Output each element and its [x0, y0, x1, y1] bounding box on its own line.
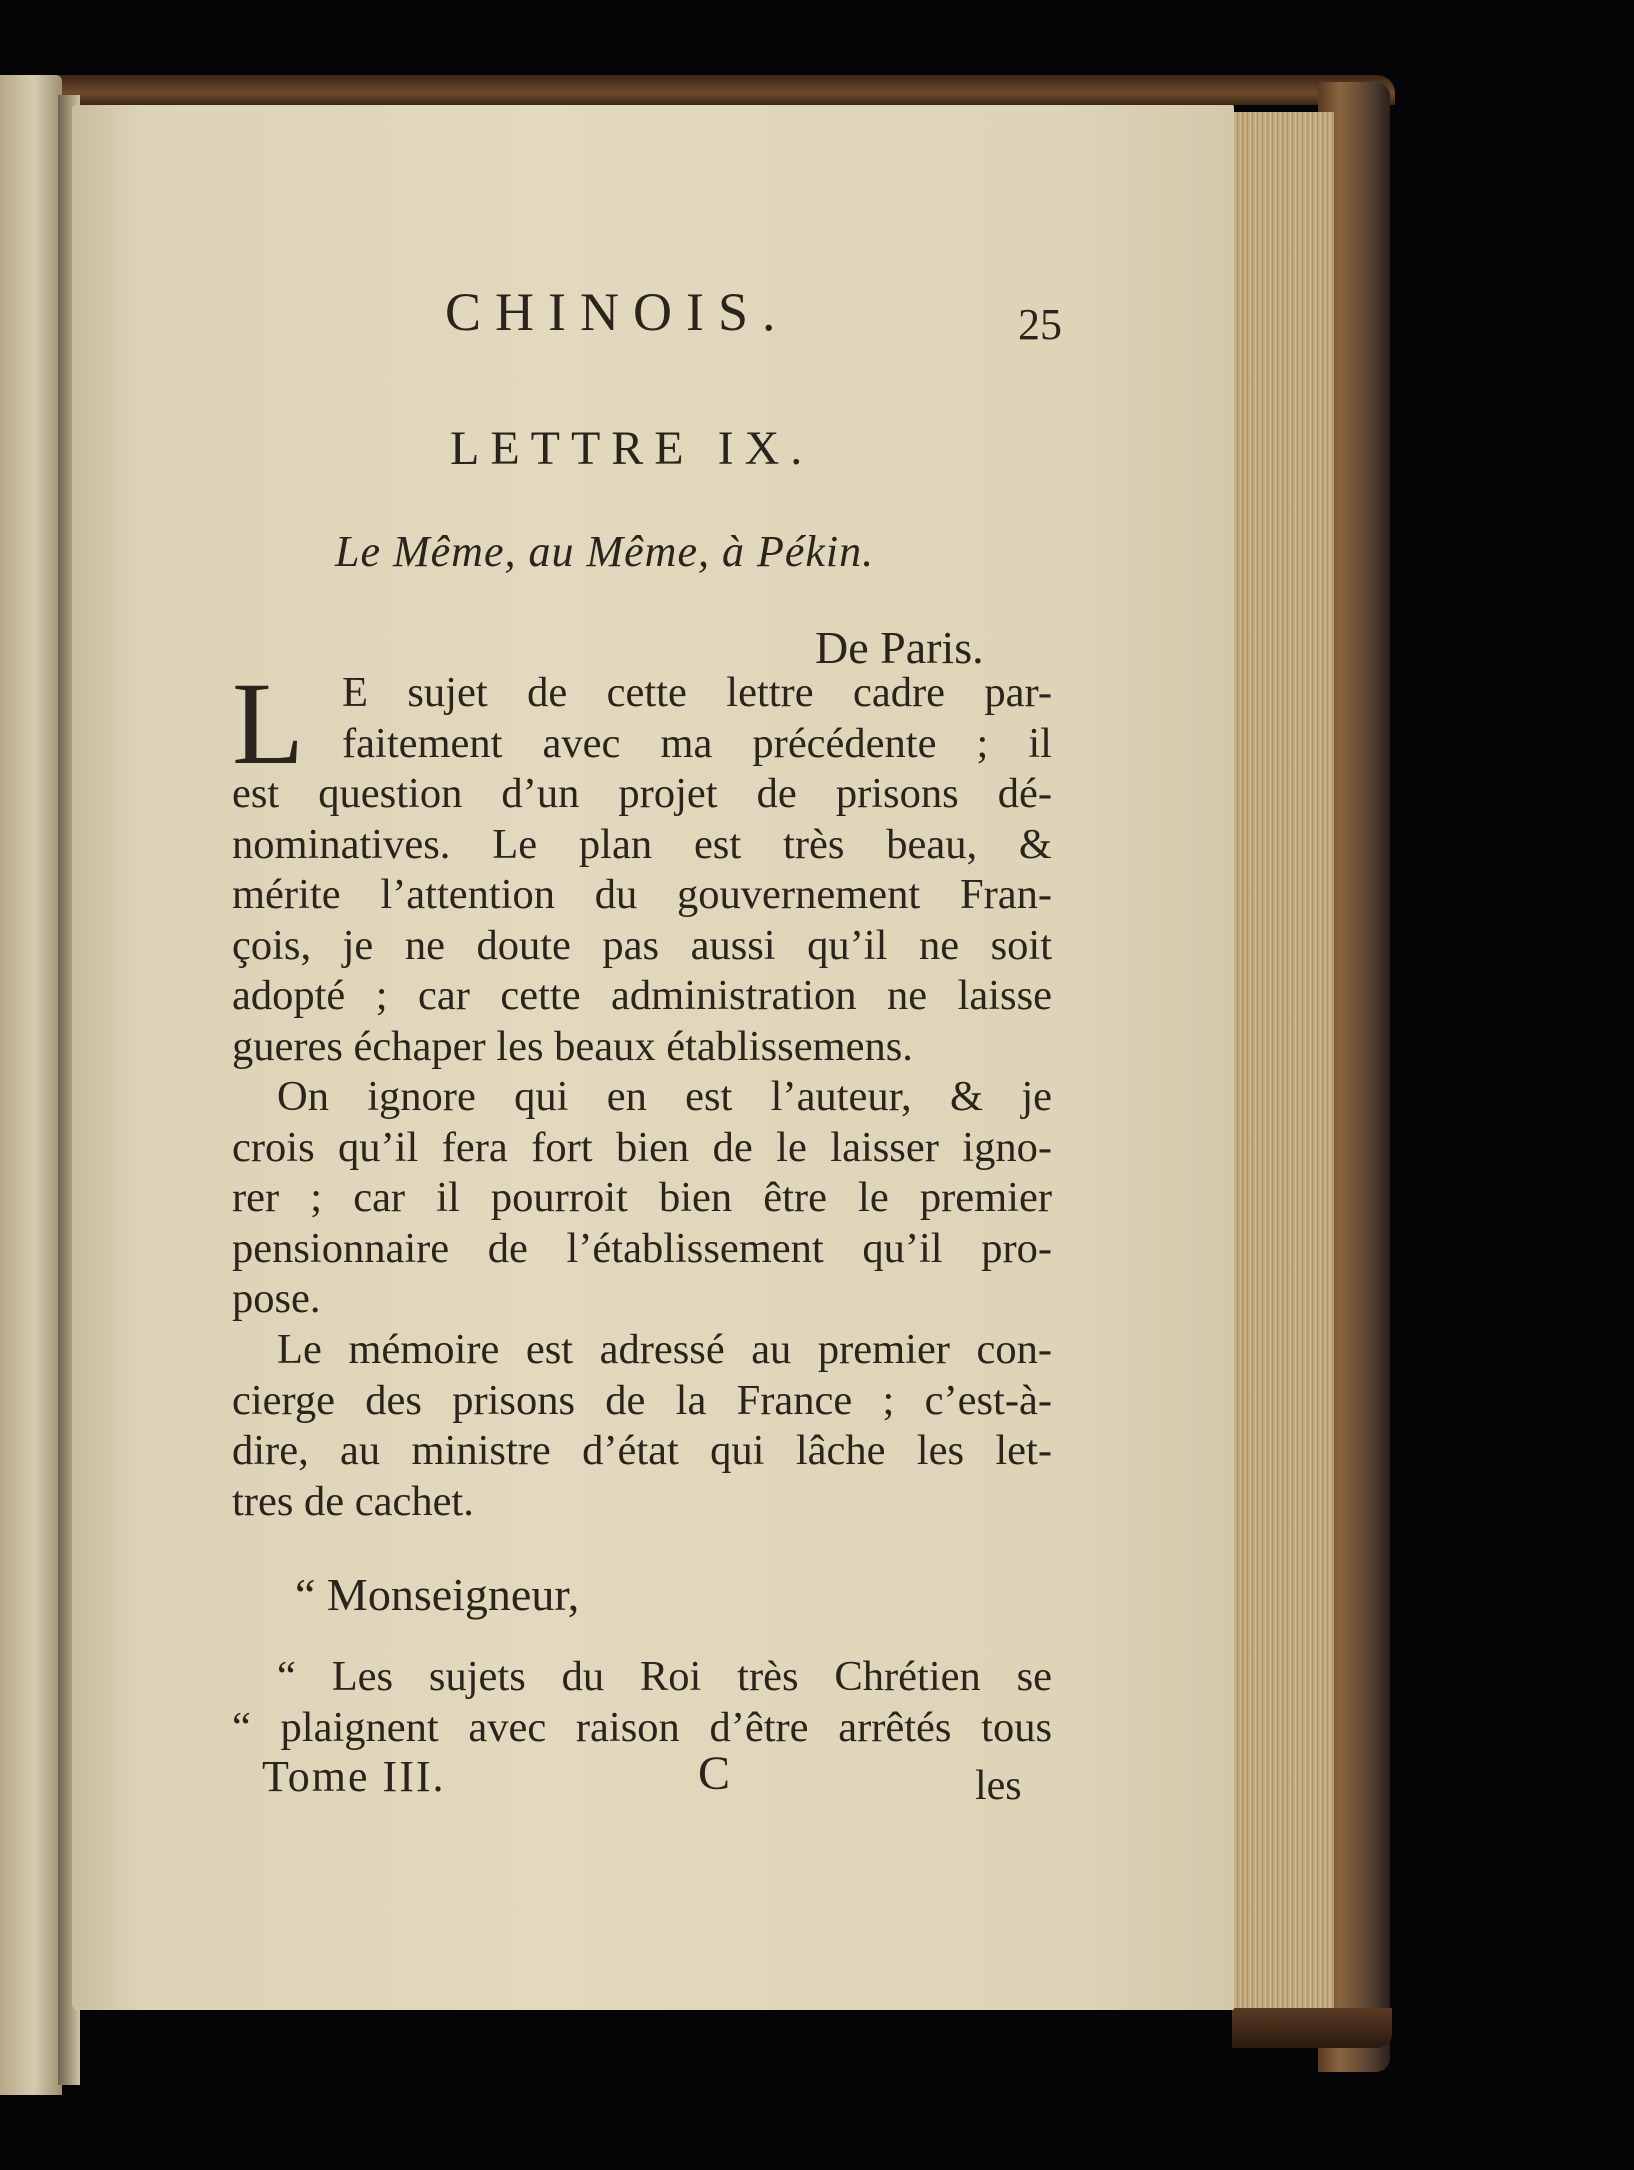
paragraph-line: rer ; car il pourroit bien être le premier	[232, 1174, 1052, 1221]
dateline: De Paris.	[815, 622, 984, 673]
paragraph-line: faitement avec ma précédente ; il	[342, 719, 1052, 767]
paragraph-line: mérite l’attention du gouvernement Fran-	[232, 871, 1052, 918]
drop-cap: L	[232, 658, 305, 789]
paragraph-4	[232, 1652, 1052, 1753]
paragraph-line: On ignore qui en est l’auteur, & je	[277, 1073, 1052, 1120]
paragraph-3	[232, 1325, 1052, 1527]
paragraph-line: dire, au ministre d’état qui lâche les let-	[232, 1427, 1052, 1474]
catchword: les	[975, 1763, 1022, 1809]
paragraph-line: cierge des prisons de la France ; c’est-à-	[232, 1376, 1052, 1424]
paragraph-line: adopté ; car cette administration ne laisse	[232, 972, 1052, 1019]
page-number: 25	[1018, 300, 1062, 349]
paragraph-line: “ plaignent avec raison d’être arrêtés tous	[232, 1703, 1052, 1751]
left-facing-page-edge	[0, 75, 62, 2095]
paragraph-line: tres de cachet.	[232, 1477, 474, 1525]
paragraph-line: crois qu’il fera fort bien de le laisser igno-	[232, 1123, 1052, 1171]
volume-footer: Tome III.	[262, 1752, 446, 1801]
book-cover-bottom-corner	[1232, 2008, 1392, 2048]
paragraph-line: çois, je ne doute pas aussi qu’il ne soit	[232, 921, 1052, 969]
paragraph-2	[232, 1072, 1052, 1325]
letter-title: LETTRE IX.	[450, 422, 814, 475]
paragraph-line: “ Les sujets du Roi très Chrétien se	[277, 1653, 1052, 1700]
paragraph-line: E sujet de cette lettre cadre par-	[342, 669, 1052, 716]
salutation: “ Monseigneur,	[295, 1569, 580, 1620]
signature-mark: C	[698, 1747, 731, 1800]
paragraph-line: pose.	[232, 1275, 321, 1322]
paragraph-line: gueres échaper les beaux établissemens.	[232, 1022, 913, 1070]
paragraph-line: est question d’un projet de prisons dé-	[232, 770, 1052, 817]
book-cover-top-edge	[0, 75, 1395, 105]
paragraph-line: pensionnaire de l’établissement qu’il pro-	[232, 1224, 1052, 1272]
paragraph-1	[232, 668, 1052, 1072]
page-block-edges	[1232, 112, 1334, 2027]
paragraph-line: Le mémoire est adressé au premier con-	[277, 1326, 1052, 1373]
paragraph-line: nominatives. Le plan est très beau, &	[232, 820, 1052, 868]
letter-subtitle: Le Même, au Même, à Pékin.	[335, 527, 875, 576]
running-head: CHINOIS.	[445, 282, 790, 342]
